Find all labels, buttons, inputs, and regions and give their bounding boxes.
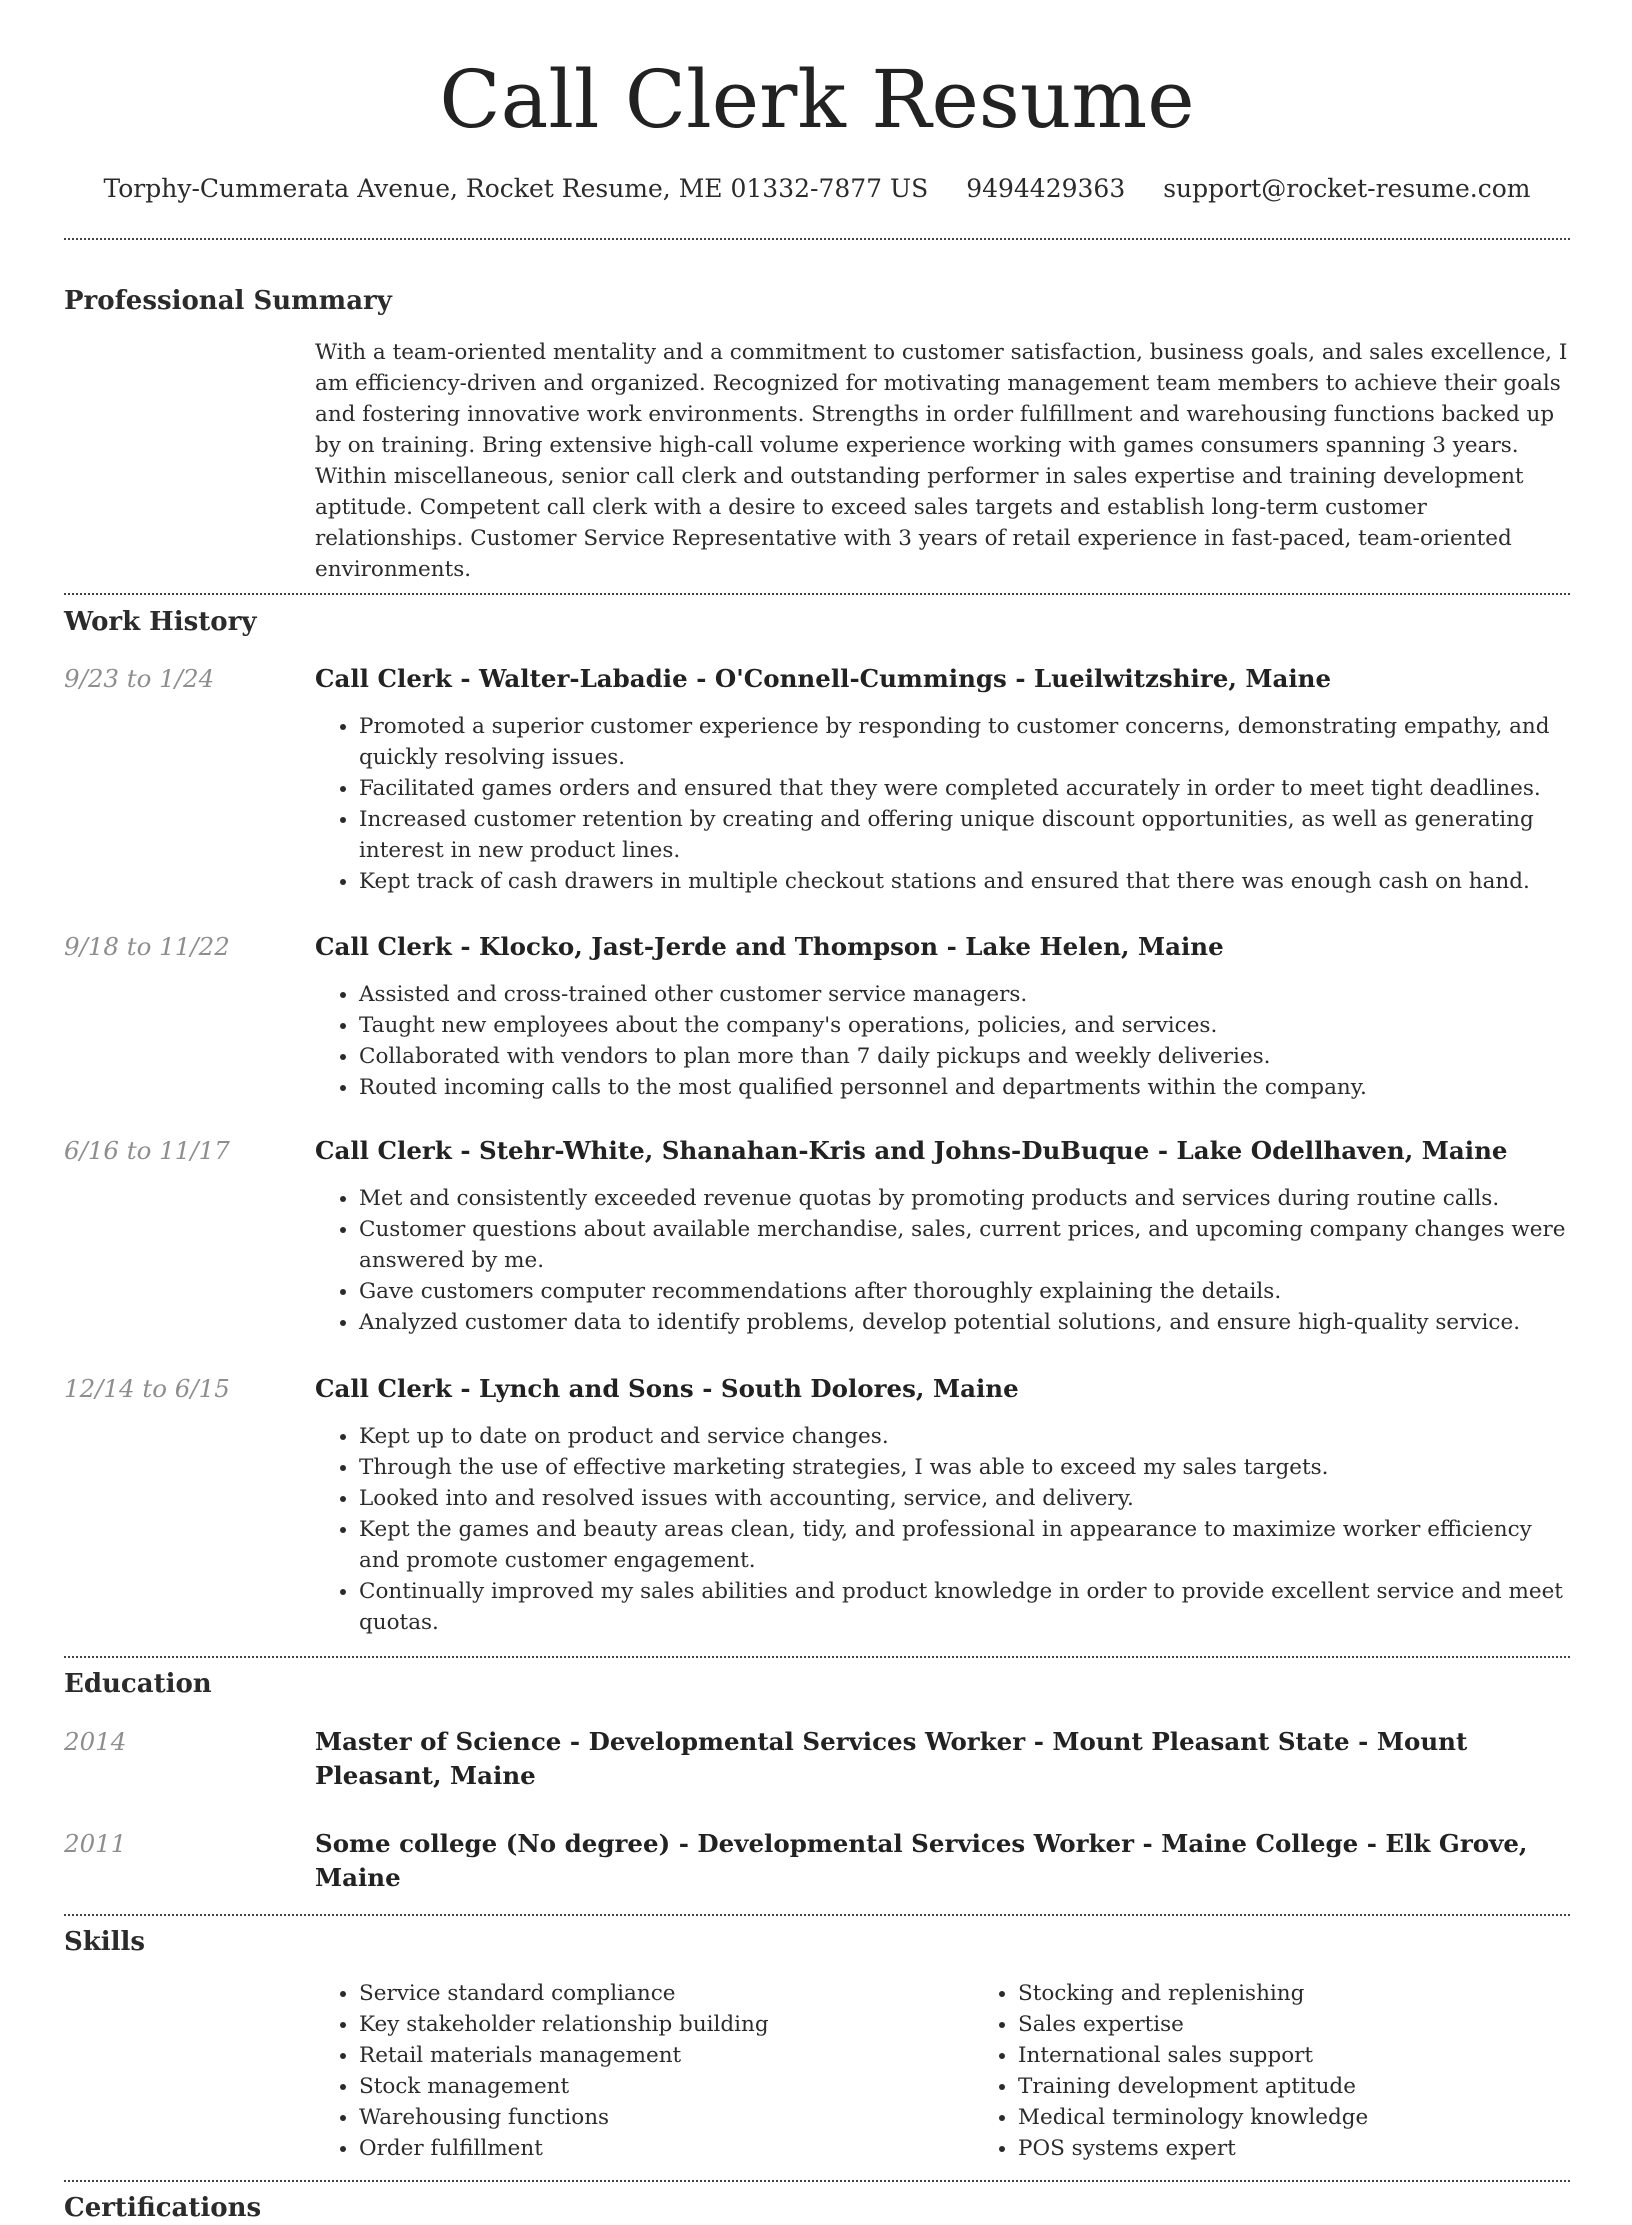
skill-item: • Key stakeholder relationship building [359, 2009, 974, 2040]
skill-item: • POS systems expert [1018, 2133, 1632, 2164]
education-entry [64, 1725, 1570, 1793]
list-item: • Gave customers computer recommendations after thoroughly explaining the details. [359, 1276, 1570, 1307]
skills-column-left [315, 1978, 974, 2164]
job-dates: 9/23 to 1/24 [64, 664, 215, 693]
skills-list [315, 1978, 1570, 2164]
resume-title: Call Clerk Resume [439, 53, 1195, 146]
job-title: Call Clerk - Klocko, Jast-Jerde and Thompson - Lake Helen, Maine [315, 932, 1224, 961]
section-divider [64, 238, 1570, 240]
section-title-summary: Professional Summary [64, 286, 392, 316]
skill-item: • International sales support [1018, 2040, 1632, 2071]
job-bullets [315, 1183, 1570, 1338]
contact-line [64, 172, 1570, 206]
list-item: • Routed incoming calls to the most qualified personnel and departments within the company. [359, 1072, 1570, 1103]
job-bullets [315, 979, 1570, 1103]
contact-address: Torphy-Cummerata Avenue, Rocket Resume, ME 01332-7877 US [103, 174, 929, 203]
list-item: • Kept the games and beauty areas clean, tidy, and professional in appearance to maximize worker efficiency and promote customer engagement. [359, 1514, 1570, 1576]
job-dates: 12/14 to 6/15 [64, 1374, 230, 1403]
education-title: Master of Science - Developmental Services Worker - Mount Pleasant State - Mount Pleasant, Maine [315, 1727, 1468, 1790]
list-item: • Taught new employees about the company's operations, policies, and services. [359, 1010, 1570, 1041]
job-bullets [315, 1421, 1570, 1638]
job-dates: 9/18 to 11/22 [64, 932, 230, 961]
job-bullets [315, 711, 1570, 897]
job-entry [64, 1372, 1570, 1638]
education-entry [64, 1827, 1570, 1895]
list-item: • Assisted and cross-trained other customer service managers. [359, 979, 1570, 1010]
list-item: • Promoted a superior customer experience by responding to customer concerns, demonstrating empathy, and quickly resolving issues. [359, 711, 1570, 773]
section-divider [64, 1914, 1570, 1916]
list-item: • Looked into and resolved issues with accounting, service, and delivery. [359, 1483, 1570, 1514]
list-item: • Kept track of cash drawers in multiple checkout stations and ensured that there was enough cash on hand. [359, 866, 1570, 897]
section-title-skills: Skills [64, 1927, 146, 1957]
skills-column-right [974, 1978, 1632, 2164]
contact-phone: 9494429363 [966, 174, 1126, 203]
skill-item: • Retail materials management [359, 2040, 974, 2071]
list-item: • Through the use of effective marketing strategies, I was able to exceed my sales targets. [359, 1452, 1570, 1483]
skill-item: • Sales expertise [1018, 2009, 1632, 2040]
list-item: • Met and consistently exceeded revenue quotas by promoting products and services during routine calls. [359, 1183, 1570, 1214]
education-year: 2011 [64, 1829, 127, 1858]
list-item: • Continually improved my sales abilities and product knowledge in order to provide excellent service and meet quotas. [359, 1576, 1570, 1638]
skill-item: • Stock management [359, 2071, 974, 2102]
job-title: Call Clerk - Lynch and Sons - South Dolores, Maine [315, 1374, 1019, 1403]
job-entry [64, 662, 1570, 897]
education-title: Some college (No degree) - Developmental Services Worker - Maine College - Elk Grove, Maine [315, 1829, 1528, 1892]
list-item: • Increased customer retention by creating and offering unique discount opportunities, as well as generating interest in new product lines. [359, 804, 1570, 866]
skill-item: • Stocking and replenishing [1018, 1978, 1632, 2009]
skill-item: • Service standard compliance [359, 1978, 974, 2009]
skill-item: • Medical terminology knowledge [1018, 2102, 1632, 2133]
list-item: • Collaborated with vendors to plan more than 7 daily pickups and weekly deliveries. [359, 1041, 1570, 1072]
summary-text: With a team-oriented mentality and a commitment to customer satisfaction, business goals, and sales excellence, I am efficiency-driven and organized. Recognized for motivating management team members to achieve their goals and fostering innovative work environments. Strengths in order fulfillment and warehousing functions backed up by on training. Bring extensive high-call volume experience working with games consumers spanning 3 years. Within miscellaneous, senior call clerk and outstanding performer in sales expertise and training development aptitude. Competent call clerk with a desire to exceed sales targets and establish long-term customer relationships. Customer Service Representative with 3 years of retail experience in fast-paced, team-oriented environments. [315, 340, 1568, 582]
job-entry [64, 1134, 1570, 1338]
list-item: • Kept up to date on product and service changes. [359, 1421, 1570, 1452]
skill-item: • Training development aptitude [1018, 2071, 1632, 2102]
section-title-certifications: Certifications [64, 2193, 262, 2223]
resume-page [64, 0, 1570, 2225]
section-title-education: Education [64, 1669, 212, 1699]
section-title-work-history: Work History [64, 607, 257, 637]
section-divider [64, 1656, 1570, 1658]
list-item: • Facilitated games orders and ensured that they were completed accurately in order to meet tight deadlines. [359, 773, 1570, 804]
section-divider [64, 2180, 1570, 2182]
education-year: 2014 [64, 1727, 127, 1756]
section-divider [64, 593, 1570, 595]
skill-item: • Warehousing functions [359, 2102, 974, 2133]
list-item: • Analyzed customer data to identify problems, develop potential solutions, and ensure high-quality service. [359, 1307, 1570, 1338]
job-title: Call Clerk - Stehr-White, Shanahan-Kris and Johns-DuBuque - Lake Odellhaven, Maine [315, 1136, 1508, 1165]
job-title: Call Clerk - Walter-Labadie - O'Connell-Cummings - Lueilwitzshire, Maine [315, 664, 1332, 693]
contact-email: support@rocket-resume.com [1163, 174, 1531, 203]
job-entry [64, 930, 1570, 1103]
skill-item: • Order fulfillment [359, 2133, 974, 2164]
list-item: • Customer questions about available merchandise, sales, current prices, and upcoming company changes were answered by me. [359, 1214, 1570, 1276]
job-dates: 6/16 to 11/17 [64, 1136, 230, 1165]
